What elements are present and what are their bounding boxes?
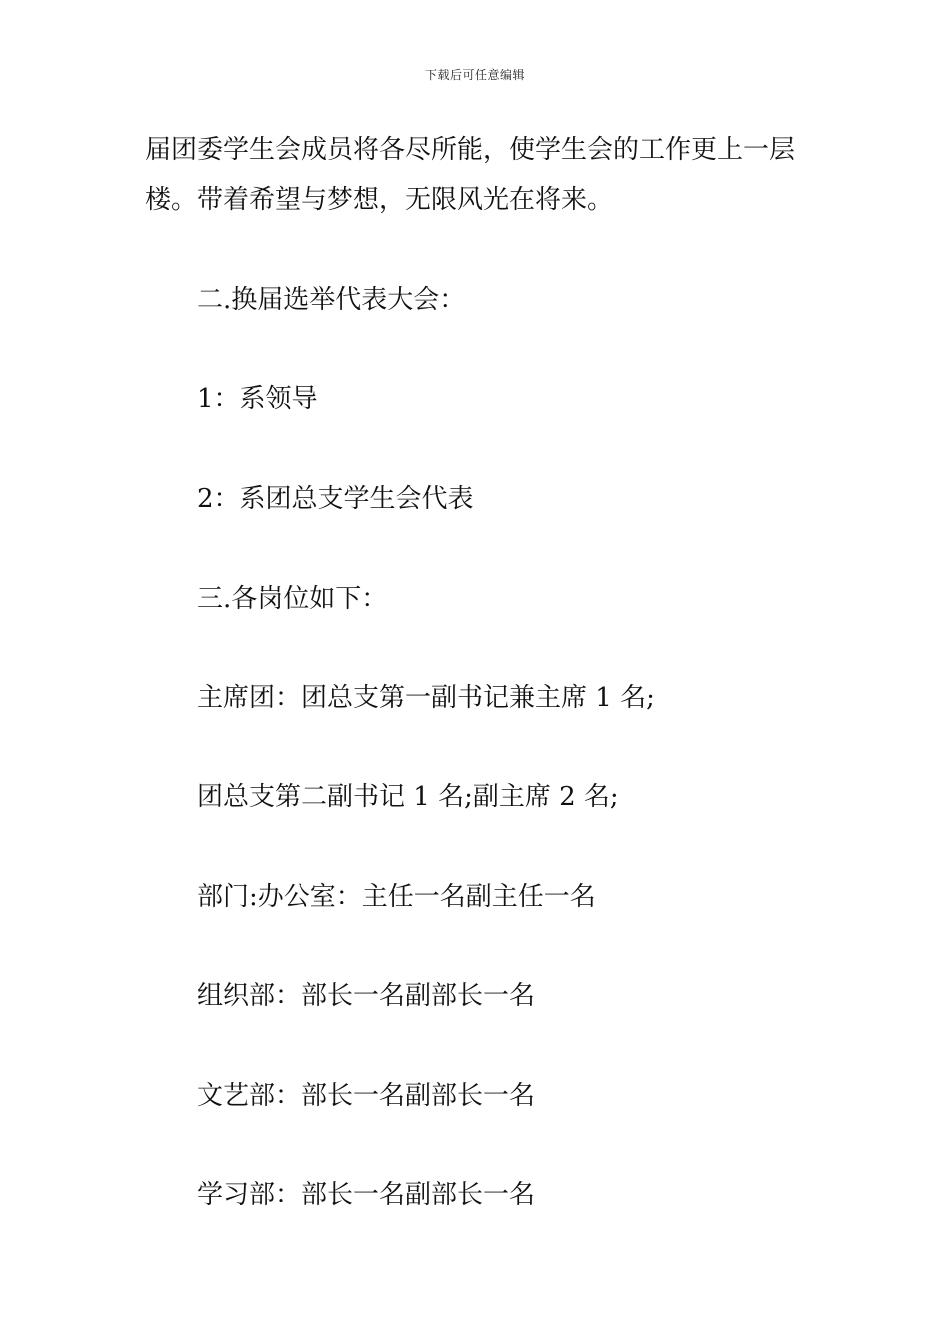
position-line: 文艺部：部长一名副部长一名 (197, 1081, 536, 1111)
position-line: 部门:办公室：主任一名副主任一名 (197, 882, 596, 912)
position-line: 学习部：部长一名副部长一名 (197, 1180, 536, 1210)
paragraph-line: 楼。带着希望与梦想，无限风光在将来。 (145, 185, 614, 215)
position-line: 团总支第二副书记 1 名;副主席 2 名; (197, 782, 619, 812)
list-item: 1：系领导 (197, 384, 318, 414)
list-item: 2：系团总支学生会代表 (197, 484, 474, 514)
section-heading: 三.各岗位如下： (197, 584, 388, 614)
position-line: 主席团：团总支第一副书记兼主席 1 名; (197, 683, 655, 713)
position-line: 组织部：部长一名副部长一名 (197, 981, 536, 1011)
paragraph-line: 届团委学生会成员将各尽所能，使学生会的工作更上一层 (145, 135, 796, 165)
page-header: 下载后可任意编辑 (424, 68, 525, 82)
section-heading: 二.换届选举代表大会： (197, 285, 466, 315)
